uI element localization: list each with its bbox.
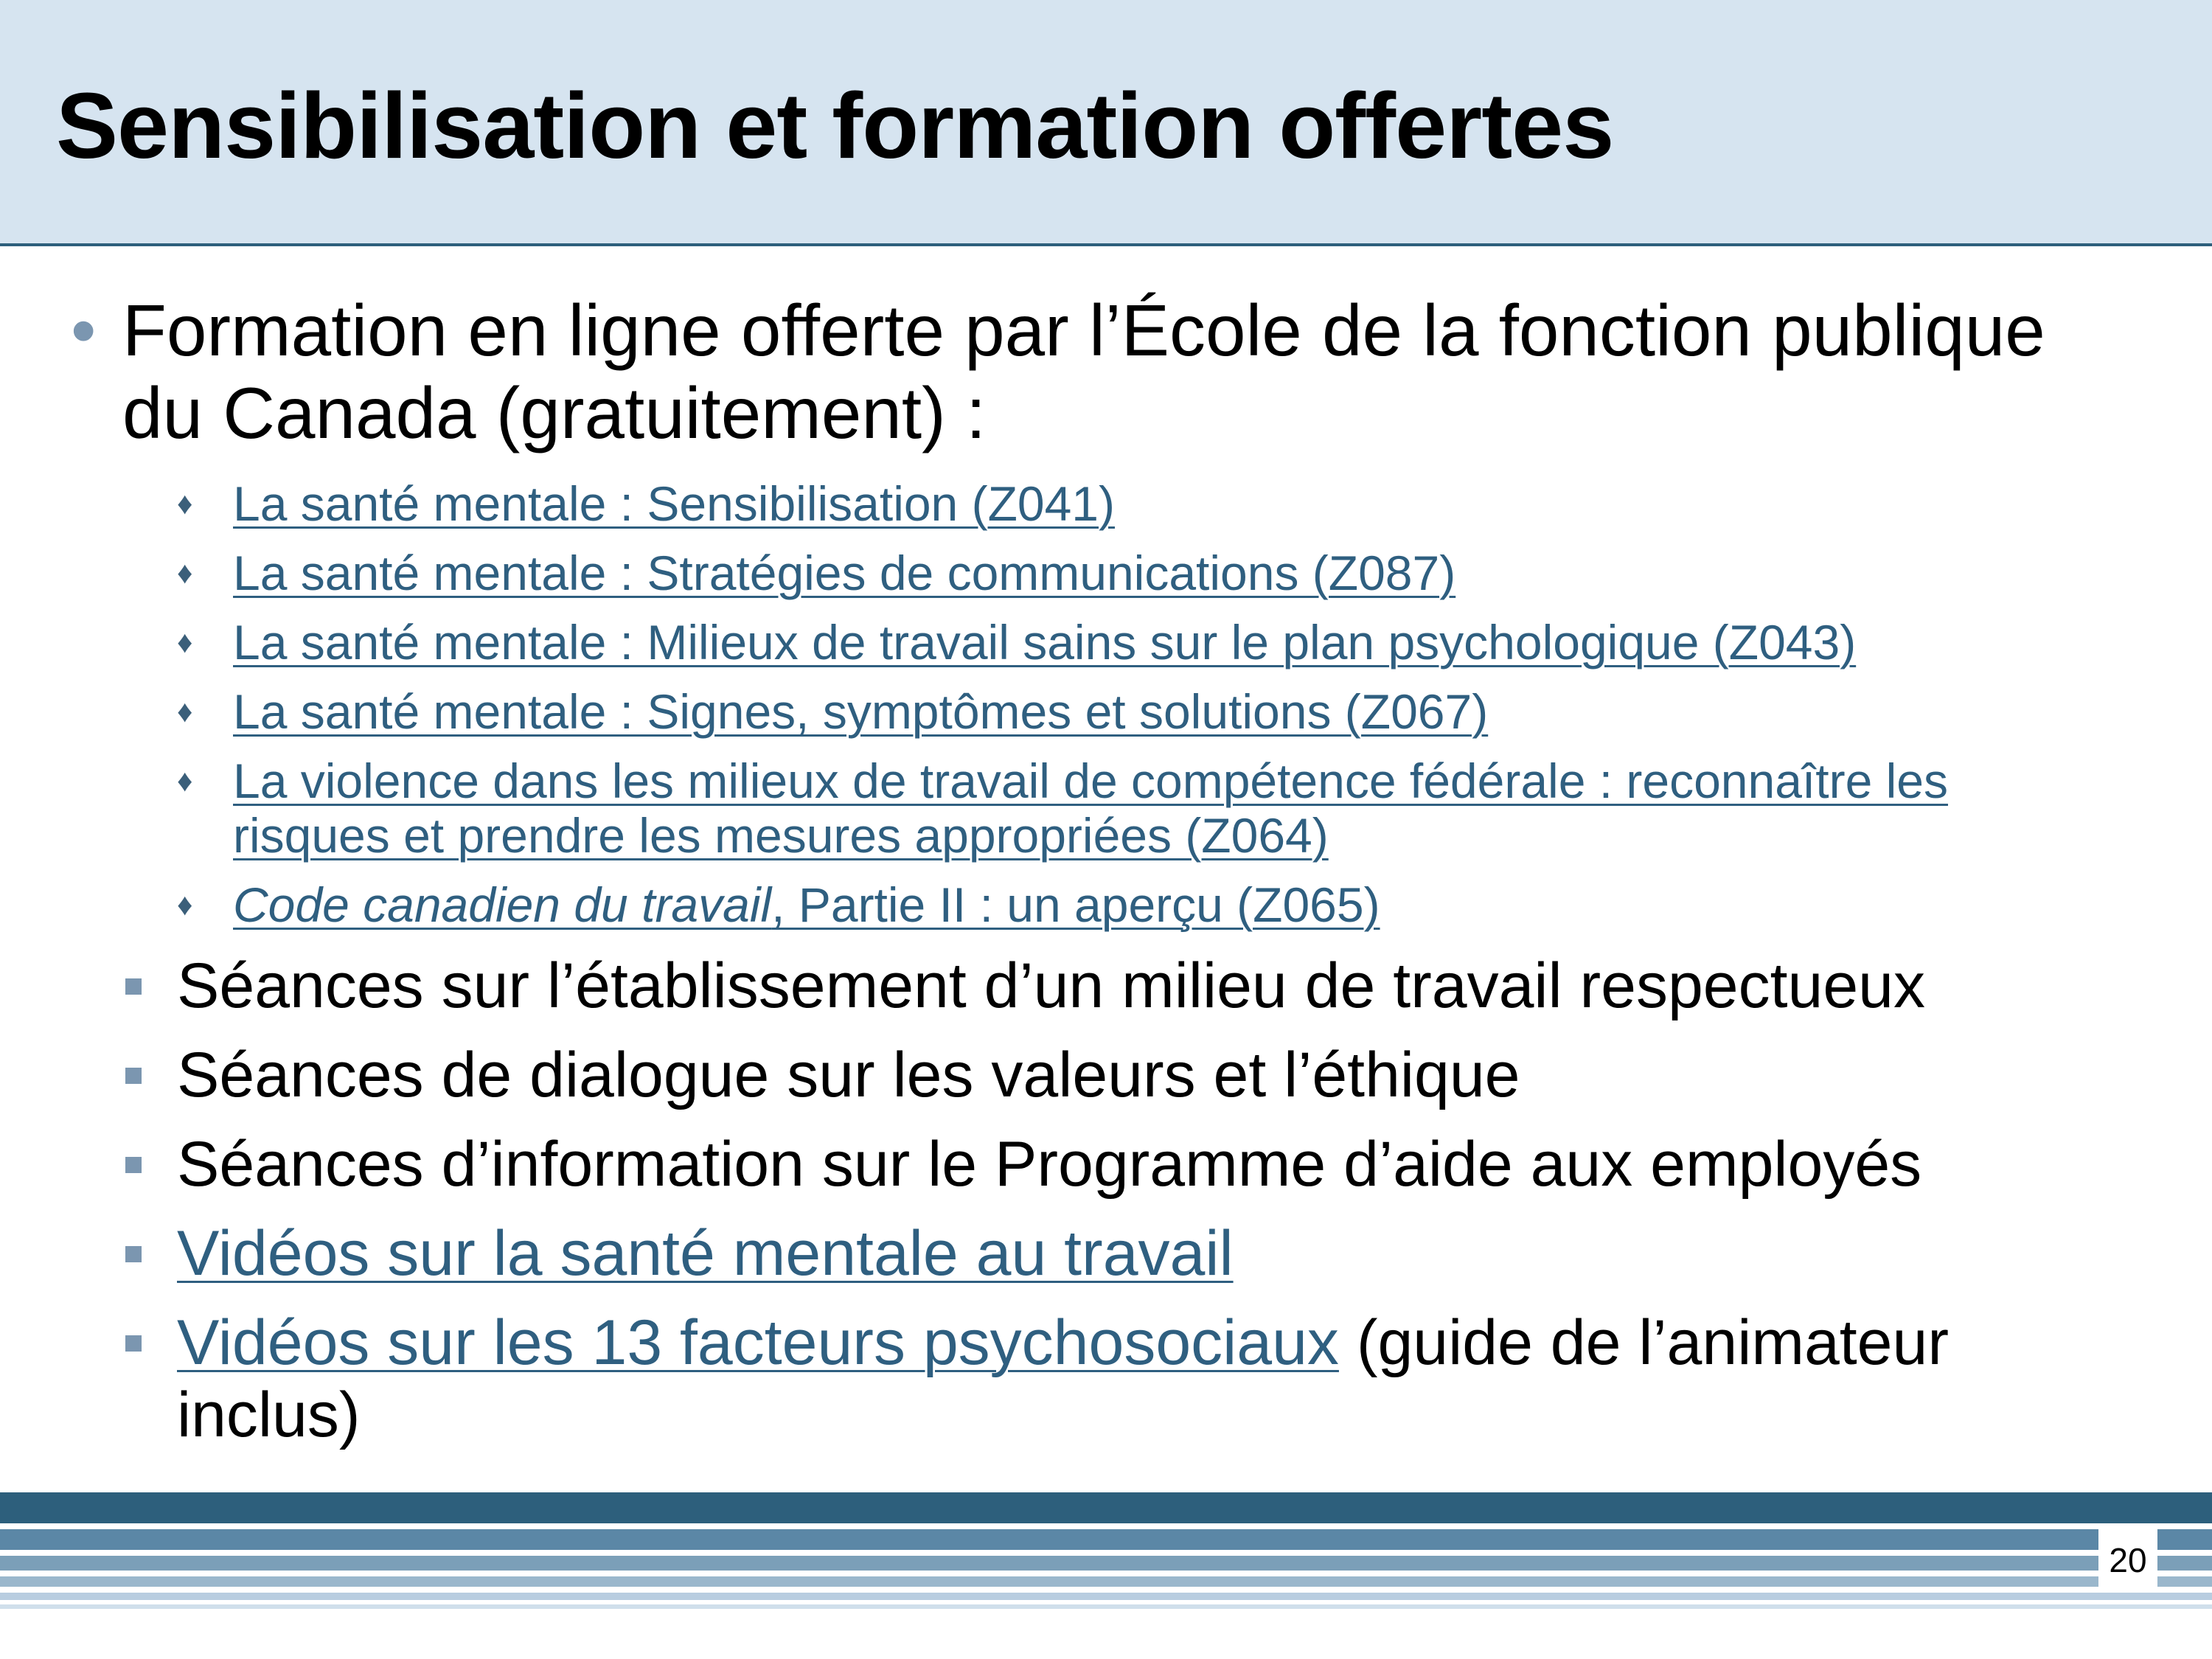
facilitator-guide-note: (guide de l’animateur inclus): [177, 1307, 1949, 1450]
course-title-rest: , Partie II : un aperçu (Z065): [771, 877, 1380, 932]
session-item: Séances d’information sur le Programme d’aide aux employés: [177, 1129, 1922, 1200]
course-link-z087[interactable]: La santé mentale : Stratégies de communications (Z087): [233, 546, 1456, 600]
video-item: [177, 1307, 2109, 1451]
session-item: Séances de dialogue sur les valeurs et l’éthique: [177, 1040, 1520, 1110]
diamond-bullet-icon: ♦: [177, 763, 193, 798]
course-title-italic: Code canadien du travail: [233, 877, 772, 932]
diamond-bullet-icon: ♦: [177, 694, 193, 728]
diamond-bullet-icon: ♦: [177, 486, 193, 521]
footer-stripe: [0, 1529, 2212, 1550]
course-link-z064[interactable]: La violence dans les milieux de travail de compétence fédérale : reconnaître les risques et prendre les mesures appropriées (Z064): [233, 754, 1948, 863]
square-bullet-icon: [125, 978, 142, 995]
square-bullet-icon: [125, 1068, 142, 1084]
video-item: [177, 1217, 2138, 1290]
square-bullet-icon: [125, 1335, 142, 1352]
round-bullet-icon: •: [71, 290, 97, 371]
course-link-z065[interactable]: [233, 877, 1380, 932]
diamond-bullet-icon: ♦: [177, 625, 193, 659]
course-link-z043[interactable]: La santé mentale : Milieux de travail sains sur le plan psychologique (Z043): [233, 615, 1857, 669]
page-number: 20: [2098, 1528, 2157, 1592]
footer-stripe: [0, 1593, 2212, 1600]
title-bar: [0, 0, 2212, 246]
square-bullet-icon: [125, 1246, 142, 1262]
diamond-bullet-icon: ♦: [177, 555, 193, 590]
footer-stripe: [0, 1556, 2212, 1571]
mental-health-videos-link[interactable]: Vidéos sur la santé mentale au travail: [177, 1218, 1234, 1289]
course-link-z041[interactable]: La santé mentale : Sensibilisation (Z041): [233, 476, 1115, 531]
course-item: [233, 754, 2106, 863]
course-item: [233, 615, 2150, 669]
main-bullet-text: Formation en ligne offerte par l’École de la fonction publique du Canada (gratuitement) :: [122, 290, 2045, 453]
square-bullet-icon: [125, 1157, 142, 1173]
course-item: [233, 684, 2150, 739]
session-item: Séances sur l’établissement d’un milieu de travail respectueux: [177, 950, 1926, 1021]
footer-stripe: [0, 1492, 2212, 1523]
course-item: [233, 546, 2150, 600]
course-item: [233, 476, 2150, 531]
psychosocial-factors-videos-link[interactable]: Vidéos sur les 13 facteurs psychosociaux: [177, 1307, 1339, 1378]
course-item: [233, 877, 2150, 932]
footer-stripe: [0, 1604, 2212, 1609]
footer-stripe: [0, 1576, 2212, 1587]
course-link-z067[interactable]: La santé mentale : Signes, symptômes et solutions (Z067): [233, 684, 1489, 739]
page-title: Sensibilisation et formation offertes: [56, 74, 1614, 178]
diamond-bullet-icon: ♦: [177, 887, 193, 922]
